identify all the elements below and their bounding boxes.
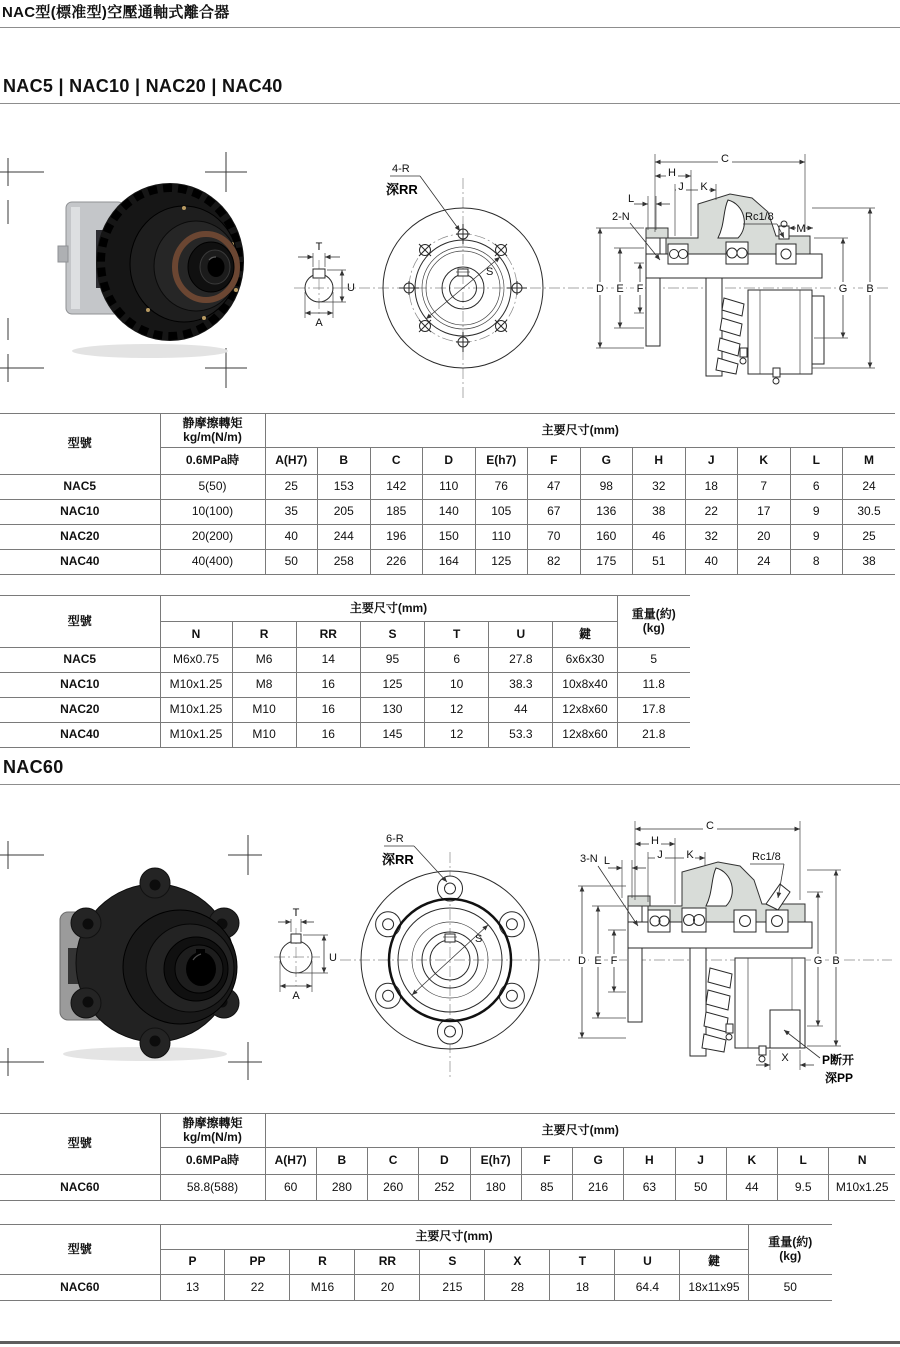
dims-span-header: 主要尺寸(mm) xyxy=(160,1225,748,1250)
dim-value-cell: 145 xyxy=(360,723,424,748)
dim-value-cell: 10 xyxy=(425,673,489,698)
dim-value-cell: 6 xyxy=(790,475,843,500)
dim-value-cell: 38 xyxy=(843,550,896,575)
dim-label-e: E xyxy=(594,955,602,967)
dim-value-cell: 46 xyxy=(633,525,686,550)
torque-cell: 40(400) xyxy=(160,550,265,575)
dim-value-cell: M8 xyxy=(232,673,296,698)
dim-value-cell: 196 xyxy=(370,525,423,550)
dim-col-header: PP xyxy=(225,1250,290,1275)
dim-value-cell: 22 xyxy=(685,500,738,525)
dim-value-cell: 32 xyxy=(633,475,686,500)
dim-col-header: A(H7) xyxy=(265,448,318,475)
page-title: NAC型(標准型)空壓通軸式離合器 xyxy=(2,4,230,21)
dim-value-cell: 40 xyxy=(685,550,738,575)
dim-value-cell: 95 xyxy=(360,648,424,673)
dim-value-cell: M6x0.75 xyxy=(160,648,232,673)
dim-value-cell: 110 xyxy=(423,475,476,500)
port-note-line1: P断开 xyxy=(822,1053,855,1067)
dim-value-cell: M10x1.25 xyxy=(829,1175,895,1201)
dim-value-cell: 160 xyxy=(580,525,633,550)
dim-col-header: D xyxy=(423,448,476,475)
dim-value-cell: 98 xyxy=(580,475,633,500)
weight-cell: 5 xyxy=(617,648,690,673)
dim-col-header: 鍵 xyxy=(680,1250,748,1275)
dim-label-b: B xyxy=(832,955,840,967)
table-row xyxy=(0,1175,895,1201)
dim-col-header: K xyxy=(738,448,791,475)
hole-depth-note: 深RR xyxy=(382,852,414,867)
flange-front-view xyxy=(340,833,570,1078)
model-col-header: 型號 xyxy=(0,1114,160,1175)
dim-value-cell: 130 xyxy=(360,698,424,723)
dim-value-cell: 53.3 xyxy=(489,723,553,748)
dim-col-header: H xyxy=(633,448,686,475)
dim-value-cell: 105 xyxy=(475,500,528,525)
dim-value-cell: 9.5 xyxy=(778,1175,829,1201)
dim-value-cell: 13 xyxy=(160,1275,225,1301)
dim-col-header: R xyxy=(232,622,296,648)
clutch-cutaway-body xyxy=(578,862,892,1062)
dim-col-header: G xyxy=(573,1148,624,1175)
dim-value-cell: 32 xyxy=(685,525,738,550)
dim-label-t: T xyxy=(315,241,323,253)
dim-label-t: T xyxy=(292,907,300,919)
dim-col-header: F xyxy=(528,448,581,475)
dim-value-cell: 9 xyxy=(790,525,843,550)
section-view-drawing-nac5-40 xyxy=(580,140,900,400)
dimension-table-nac5-40-main xyxy=(0,413,895,575)
dim-value-cell: 258 xyxy=(318,550,371,575)
dim-label-c: C xyxy=(706,820,714,832)
bore-detail-diagram xyxy=(294,241,355,329)
model-cell: NAC20 xyxy=(0,525,160,550)
dim-col-header: C xyxy=(370,448,423,475)
dim-col-header: M xyxy=(843,448,896,475)
dim-value-cell: M10x1.25 xyxy=(160,698,232,723)
table-row xyxy=(0,673,690,698)
dim-label-a: A xyxy=(315,317,323,329)
dim-value-cell: 216 xyxy=(573,1175,624,1201)
weight-cell: 11.8 xyxy=(617,673,690,698)
torque-cell: 10(100) xyxy=(160,500,265,525)
dim-value-cell: 7 xyxy=(738,475,791,500)
dim-col-header: K xyxy=(726,1148,777,1175)
dim-value-cell: 24 xyxy=(738,550,791,575)
dim-value-cell: 17 xyxy=(738,500,791,525)
table-row xyxy=(0,698,690,723)
torque-sub-header: 0.6MPa時 xyxy=(160,448,265,475)
table-row xyxy=(0,1275,832,1301)
flange-front-view xyxy=(340,163,592,398)
dims-span-header: 主要尺寸(mm) xyxy=(160,596,617,622)
dim-value-cell: 27.8 xyxy=(489,648,553,673)
dim-label-rc18: Rc1/8 xyxy=(752,851,781,863)
weight-col-header: 重量(約) (kg) xyxy=(617,596,690,648)
dim-value-cell: 25 xyxy=(265,475,318,500)
dim-value-cell: 50 xyxy=(265,550,318,575)
weight-col-header: 重量(約) (kg) xyxy=(748,1225,832,1275)
dim-value-cell: 6x6x30 xyxy=(553,648,617,673)
weight-cell: 17.8 xyxy=(617,698,690,723)
dim-col-header: S xyxy=(420,1250,485,1275)
dim-value-cell: 67 xyxy=(528,500,581,525)
dim-value-cell: 9 xyxy=(790,500,843,525)
dim-label-j: J xyxy=(657,849,663,861)
dim-value-cell: 12x8x60 xyxy=(553,698,617,723)
dim-value-cell: 164 xyxy=(423,550,476,575)
dim-label-a: A xyxy=(292,990,300,1002)
dim-value-cell: 64.4 xyxy=(615,1275,680,1301)
dim-col-header: B xyxy=(318,448,371,475)
dim-value-cell: 244 xyxy=(318,525,371,550)
front-view-drawing-nac60 xyxy=(270,820,580,1095)
dim-label-h: H xyxy=(668,167,676,179)
dim-value-cell: 25 xyxy=(843,525,896,550)
dim-value-cell: 22 xyxy=(225,1275,290,1301)
table-row xyxy=(0,500,895,525)
dim-col-header: F xyxy=(521,1148,572,1175)
dim-col-header: S xyxy=(360,622,424,648)
model-cell: NAC10 xyxy=(0,500,160,525)
dim-label-f: F xyxy=(610,955,618,967)
dim-value-cell: 63 xyxy=(624,1175,675,1201)
dim-col-header: U xyxy=(615,1250,680,1275)
dim-value-cell: 175 xyxy=(580,550,633,575)
torque-col-header: 静摩擦轉矩 kg/m(N/m) xyxy=(160,1114,265,1148)
dim-value-cell: 82 xyxy=(528,550,581,575)
dim-value-cell: M10x1.25 xyxy=(160,673,232,698)
torque-cell: 5(50) xyxy=(160,475,265,500)
dim-col-header: 鍵 xyxy=(553,622,617,648)
dim-col-header: B xyxy=(316,1148,367,1175)
clutch-photo-illustration xyxy=(0,150,265,390)
dim-value-cell: 85 xyxy=(521,1175,572,1201)
dim-label-g: G xyxy=(813,955,823,967)
dim-value-cell: 30.5 xyxy=(843,500,896,525)
dim-label-j: J xyxy=(678,181,684,193)
dim-value-cell: 12x8x60 xyxy=(553,723,617,748)
dim-value-cell: 16 xyxy=(296,673,360,698)
dim-value-cell: 110 xyxy=(475,525,528,550)
weight-cell: 21.8 xyxy=(617,723,690,748)
dim-label-b: B xyxy=(866,283,874,295)
dim-value-cell: 20 xyxy=(738,525,791,550)
dim-value-cell: 140 xyxy=(423,500,476,525)
divider xyxy=(0,27,900,28)
dim-value-cell: 51 xyxy=(633,550,686,575)
dim-label-n: 3-N xyxy=(580,853,598,865)
section2-heading: NAC60 xyxy=(3,757,64,777)
torque-cell: 20(200) xyxy=(160,525,265,550)
dim-value-cell: 38 xyxy=(633,500,686,525)
dim-col-header: X xyxy=(485,1250,550,1275)
torque-col-header: 静摩擦轉矩 kg/m(N/m) xyxy=(160,414,265,448)
dim-value-cell: 38.3 xyxy=(489,673,553,698)
dim-value-cell: 16 xyxy=(296,698,360,723)
dim-value-cell: M10x1.25 xyxy=(160,723,232,748)
dim-value-cell: 14 xyxy=(296,648,360,673)
dim-value-cell: 44 xyxy=(489,698,553,723)
dim-value-cell: 44 xyxy=(726,1175,777,1201)
dim-value-cell: M6 xyxy=(232,648,296,673)
dim-label-h: H xyxy=(651,835,659,847)
dim-col-header: T xyxy=(425,622,489,648)
weight-cell: 50 xyxy=(748,1275,832,1301)
model-cell: NAC10 xyxy=(0,673,160,698)
model-col-header: 型號 xyxy=(0,596,160,648)
dim-label-rc18: Rc1/8 xyxy=(745,211,774,223)
dim-value-cell: 76 xyxy=(475,475,528,500)
dim-value-cell: 18x11x95 xyxy=(680,1275,748,1301)
dim-label-s: S xyxy=(475,933,483,945)
dim-label-x: X xyxy=(781,1052,789,1064)
dim-label-g: G xyxy=(838,283,848,295)
dim-value-cell: 205 xyxy=(318,500,371,525)
model-cell: NAC40 xyxy=(0,550,160,575)
hole-count-note: 4-R xyxy=(392,163,410,175)
dim-value-cell: 125 xyxy=(360,673,424,698)
dim-value-cell: 50 xyxy=(675,1175,726,1201)
dim-value-cell: 35 xyxy=(265,500,318,525)
dim-col-header: C xyxy=(368,1148,419,1175)
product-photo-nac60 xyxy=(0,830,265,1085)
dims-span-header: 主要尺寸(mm) xyxy=(265,414,895,448)
dim-label-f: F xyxy=(636,283,644,295)
dim-value-cell: 70 xyxy=(528,525,581,550)
dim-label-n: 2-N xyxy=(612,211,630,223)
dim-value-cell: 18 xyxy=(685,475,738,500)
dim-value-cell: 260 xyxy=(368,1175,419,1201)
dim-value-cell: 12 xyxy=(425,698,489,723)
dim-label-s: S xyxy=(486,266,494,278)
dim-label-u: U xyxy=(347,282,355,294)
dim-col-header: N xyxy=(829,1148,895,1175)
dim-col-header: T xyxy=(550,1250,615,1275)
dimension-table-nac60-aux xyxy=(0,1224,832,1301)
model-cell: NAC40 xyxy=(0,723,160,748)
divider xyxy=(0,784,900,785)
hole-depth-note: 深RR xyxy=(386,182,418,197)
dim-value-cell: 40 xyxy=(265,525,318,550)
dim-value-cell: 60 xyxy=(265,1175,316,1201)
dim-label-l: L xyxy=(628,193,635,205)
dim-col-header: U xyxy=(489,622,553,648)
port-note-line2: 深PP xyxy=(825,1071,854,1085)
torque-cell: 58.8(588) xyxy=(160,1175,265,1201)
dim-value-cell: 125 xyxy=(475,550,528,575)
dim-value-cell: 150 xyxy=(423,525,476,550)
dim-col-header: P xyxy=(160,1250,225,1275)
model-cell: NAC5 xyxy=(0,648,160,673)
section1-heading: NAC5 | NAC10 | NAC20 | NAC40 xyxy=(3,76,283,96)
table-row xyxy=(0,648,690,673)
dim-value-cell: 18 xyxy=(550,1275,615,1301)
dim-label-u: U xyxy=(329,952,337,964)
dim-value-cell: 24 xyxy=(843,475,896,500)
dimension-table-nac5-40-aux xyxy=(0,595,690,748)
dim-value-cell: 142 xyxy=(370,475,423,500)
table-row xyxy=(0,723,690,748)
table-row xyxy=(0,525,895,550)
dim-col-header: J xyxy=(685,448,738,475)
dim-value-cell: 8 xyxy=(790,550,843,575)
torque-sub-header: 0.6MPa時 xyxy=(160,1148,265,1175)
dim-col-header: E(h7) xyxy=(475,448,528,475)
dim-label-l: L xyxy=(603,855,610,867)
dim-label-d: D xyxy=(578,955,586,967)
dim-value-cell: 6 xyxy=(425,648,489,673)
dim-value-cell: M16 xyxy=(290,1275,355,1301)
dim-col-header: J xyxy=(675,1148,726,1175)
bore-detail-diagram xyxy=(274,907,337,1002)
dim-value-cell: 47 xyxy=(528,475,581,500)
footer-rule xyxy=(0,1341,900,1344)
dim-col-header: R xyxy=(290,1250,355,1275)
divider xyxy=(0,103,900,104)
dim-col-header: A(H7) xyxy=(265,1148,316,1175)
dim-col-header: E(h7) xyxy=(470,1148,521,1175)
dim-value-cell: M10 xyxy=(232,698,296,723)
product-photo-nac5-40 xyxy=(0,150,265,390)
section-view-drawing-nac60 xyxy=(570,800,900,1100)
dim-label-k: K xyxy=(686,849,694,861)
dim-col-header: L xyxy=(790,448,843,475)
dim-value-cell: 226 xyxy=(370,550,423,575)
dimension-table-nac60-main xyxy=(0,1113,895,1201)
dim-value-cell: 28 xyxy=(485,1275,550,1301)
dim-value-cell: 136 xyxy=(580,500,633,525)
model-col-header: 型號 xyxy=(0,1225,160,1275)
front-view-drawing-nac5-40 xyxy=(280,150,595,400)
dim-value-cell: 20 xyxy=(355,1275,420,1301)
dim-value-cell: 280 xyxy=(316,1175,367,1201)
model-cell: NAC60 xyxy=(0,1275,160,1301)
table-row xyxy=(0,550,895,575)
dim-label-c: C xyxy=(721,153,729,165)
dim-col-header: N xyxy=(160,622,232,648)
dim-value-cell: 252 xyxy=(419,1175,470,1201)
dim-value-cell: 12 xyxy=(425,723,489,748)
dim-label-d: D xyxy=(596,283,604,295)
dim-col-header: L xyxy=(778,1148,829,1175)
dim-label-m: M xyxy=(796,223,806,235)
dim-label-e: E xyxy=(616,283,624,295)
hole-count-note: 6-R xyxy=(386,833,404,845)
dim-value-cell: 16 xyxy=(296,723,360,748)
dims-span-header: 主要尺寸(mm) xyxy=(265,1114,895,1148)
dim-col-header: RR xyxy=(355,1250,420,1275)
dim-value-cell: M10 xyxy=(232,723,296,748)
model-cell: NAC5 xyxy=(0,475,160,500)
model-cell: NAC60 xyxy=(0,1175,160,1201)
dim-value-cell: 185 xyxy=(370,500,423,525)
dim-value-cell: 180 xyxy=(470,1175,521,1201)
dim-col-header: RR xyxy=(296,622,360,648)
dim-value-cell: 153 xyxy=(318,475,371,500)
dim-col-header: G xyxy=(580,448,633,475)
model-col-header: 型號 xyxy=(0,414,160,475)
model-cell: NAC20 xyxy=(0,698,160,723)
dim-col-header: D xyxy=(419,1148,470,1175)
dim-col-header: H xyxy=(624,1148,675,1175)
table-row xyxy=(0,475,895,500)
dim-value-cell: 10x8x40 xyxy=(553,673,617,698)
dim-value-cell: 215 xyxy=(420,1275,485,1301)
dim-label-k: K xyxy=(700,181,708,193)
